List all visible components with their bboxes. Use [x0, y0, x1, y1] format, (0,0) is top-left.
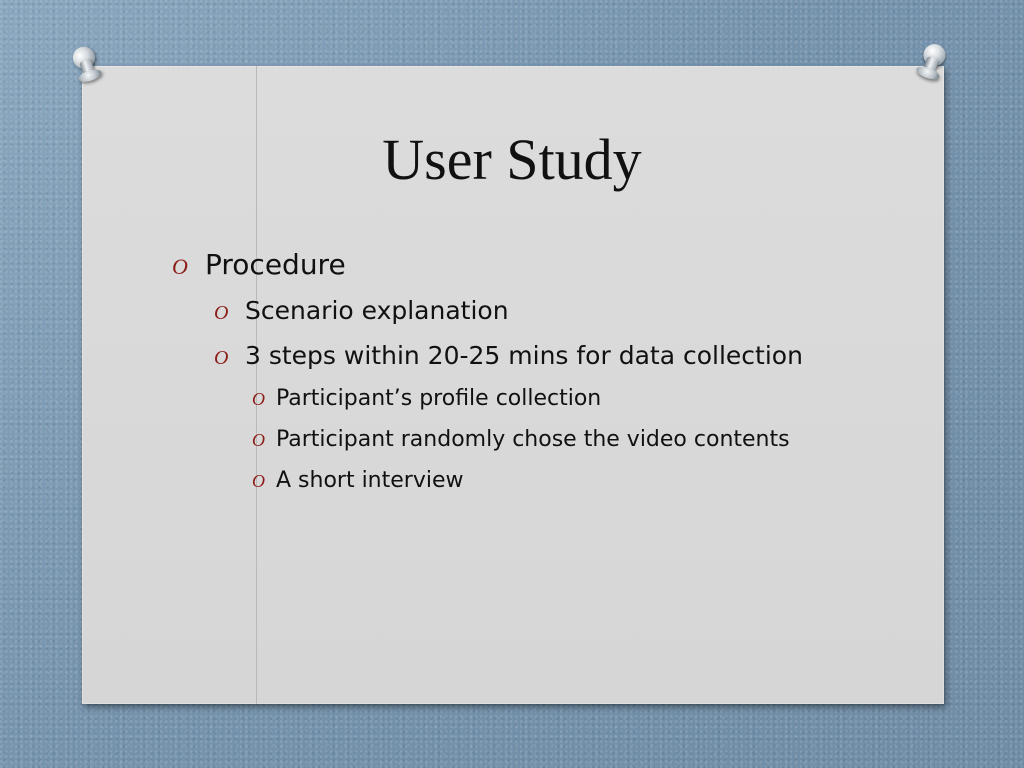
bullet-text: 3 steps within 20-25 mins for data collection — [245, 341, 803, 370]
bullet-procedure — [172, 248, 346, 284]
bullet-marker-icon: O — [214, 347, 229, 369]
bullet-marker-icon: O — [214, 302, 229, 324]
bullet-text: Participant randomly chose the video contents — [276, 427, 790, 452]
bullet-scenario-explanation — [214, 296, 509, 328]
bullet-text: Procedure — [205, 248, 346, 281]
bullet-three-steps — [214, 341, 803, 373]
bullet-profile-collection — [252, 385, 601, 413]
bullet-marker-icon: O — [252, 389, 265, 409]
bullet-short-interview — [252, 467, 464, 495]
bullet-marker-icon: O — [252, 430, 265, 450]
slide-title: User Study — [382, 127, 642, 192]
pushpin-base — [915, 64, 941, 82]
bullet-video-contents — [252, 426, 790, 454]
bullet-text: A short interview — [276, 468, 464, 493]
bullet-marker-icon: O — [172, 254, 188, 279]
bullet-marker-icon: O — [252, 471, 265, 491]
bullet-text: Scenario explanation — [245, 296, 509, 325]
bullet-text: Participant’s profile collection — [276, 386, 602, 411]
